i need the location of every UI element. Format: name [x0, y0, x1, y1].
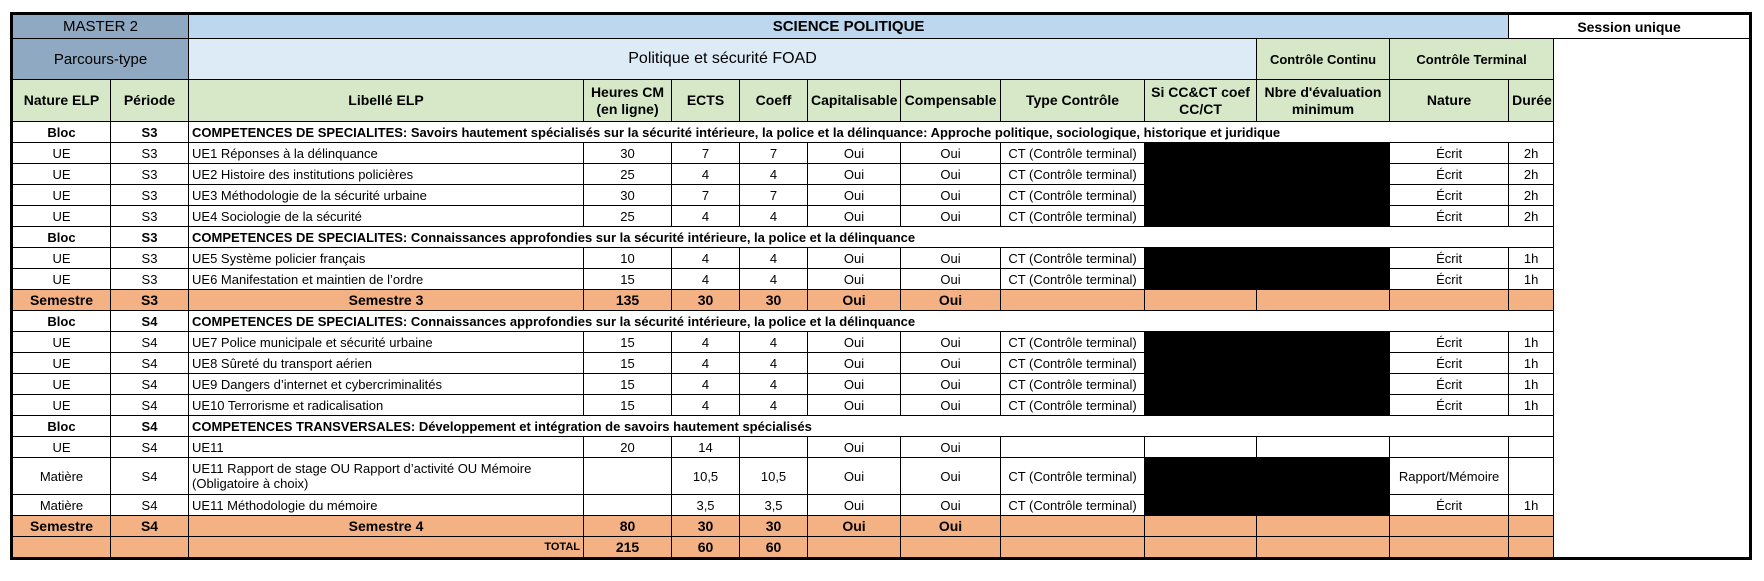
compensable-cell: Oui — [901, 143, 1001, 164]
table-row — [12, 395, 1751, 416]
duree-cell: 1h — [1509, 248, 1554, 269]
table-row — [12, 516, 1751, 537]
bloc-title: COMPETENCES DE SPECIALITES: Savoirs hautement spécialisés sur la sécurité intérieure, la police et la délinquance: Approche politique, sociologique, historique et juridique — [189, 122, 1554, 143]
periode-cell: S3 — [111, 269, 189, 290]
coeff-cell: 4 — [740, 269, 808, 290]
col-si-cc: Si CC&CT coef CC/CT — [1145, 80, 1257, 122]
libelle-cell: UE5 Système policier français — [189, 248, 584, 269]
redacted-block — [1145, 353, 1390, 374]
coeff-cell: 3,5 — [740, 495, 808, 516]
libelle-cell: UE11 — [189, 437, 584, 458]
redacted-block — [1145, 374, 1390, 395]
col-periode: Période — [111, 80, 189, 122]
duree-cell: 1h — [1509, 353, 1554, 374]
table-row — [12, 416, 1751, 437]
compensable-cell: Oui — [901, 395, 1001, 416]
nature-cell: Bloc — [12, 227, 111, 248]
nature-cell: Matière — [12, 495, 111, 516]
nature-cell: Semestre — [12, 290, 111, 311]
ects-cell: 14 — [672, 437, 740, 458]
compensable-cell: Oui — [901, 332, 1001, 353]
periode-cell: S4 — [111, 416, 189, 437]
empty-cell — [1509, 290, 1554, 311]
page-title: SCIENCE POLITIQUE — [189, 14, 1509, 39]
table-row — [12, 311, 1751, 332]
periode-cell: S4 — [111, 353, 189, 374]
table-row — [12, 227, 1751, 248]
capitalisable-cell: Oui — [808, 143, 901, 164]
duree-cell: 1h — [1509, 332, 1554, 353]
nature-ct-cell: Écrit — [1390, 332, 1509, 353]
type-controle-cell: CT (Contrôle terminal) — [1001, 374, 1145, 395]
redacted-block — [1145, 185, 1390, 206]
heures-cell: 25 — [584, 206, 672, 227]
compensable-cell: Oui — [901, 248, 1001, 269]
heures-cell: 135 — [584, 290, 672, 311]
semestre-label: Semestre 4 — [189, 516, 584, 537]
heures-cell — [584, 458, 672, 495]
coeff-cell: 30 — [740, 290, 808, 311]
coeff-cell: 10,5 — [740, 458, 808, 495]
periode-cell: S3 — [111, 185, 189, 206]
capitalisable-cell: Oui — [808, 185, 901, 206]
libelle-cell: UE4 Sociologie de la sécurité — [189, 206, 584, 227]
type-controle-cell: CT (Contrôle terminal) — [1001, 164, 1145, 185]
empty-cell — [1390, 537, 1509, 559]
duree-cell: 2h — [1509, 185, 1554, 206]
heures-cell: 15 — [584, 353, 672, 374]
total-heures: 215 — [584, 537, 672, 559]
periode-cell: S3 — [111, 227, 189, 248]
duree-cell: 2h — [1509, 143, 1554, 164]
coeff-cell: 7 — [740, 143, 808, 164]
nature-cell: UE — [12, 164, 111, 185]
periode-cell: S3 — [111, 143, 189, 164]
nature-cell: UE — [12, 374, 111, 395]
duree-cell — [1509, 458, 1554, 495]
heures-cell: 30 — [584, 185, 672, 206]
nature-ct-cell: Écrit — [1390, 248, 1509, 269]
empty-cell — [1509, 516, 1554, 537]
nature-cell: UE — [12, 269, 111, 290]
master-label: MASTER 2 — [12, 14, 189, 39]
libelle-cell: UE9 Dangers d’internet et cybercriminalités — [189, 374, 584, 395]
empty-cell — [1257, 290, 1390, 311]
ects-cell: 4 — [672, 206, 740, 227]
controle-continu-header: Contrôle Continu — [1257, 39, 1390, 80]
compensable-cell: Oui — [901, 437, 1001, 458]
coeff-cell: 4 — [740, 374, 808, 395]
type-controle-cell: CT (Contrôle terminal) — [1001, 269, 1145, 290]
nature-cell: Matière — [12, 458, 111, 495]
ects-cell: 30 — [672, 516, 740, 537]
table-row — [12, 290, 1751, 311]
empty-cell — [1001, 537, 1145, 559]
table-row — [12, 458, 1751, 495]
heures-cell: 15 — [584, 269, 672, 290]
empty-cell — [808, 537, 901, 559]
capitalisable-cell: Oui — [808, 353, 901, 374]
table-row — [12, 248, 1751, 269]
periode-cell: S4 — [111, 437, 189, 458]
nature-cell: UE — [12, 185, 111, 206]
heures-cell: 25 — [584, 164, 672, 185]
compensable-cell: Oui — [901, 164, 1001, 185]
nature-ct-cell: Écrit — [1390, 269, 1509, 290]
col-compensable: Compensable — [901, 80, 1001, 122]
empty-cell — [1390, 290, 1509, 311]
compensable-cell: Oui — [901, 185, 1001, 206]
libelle-cell: UE1 Réponses à la délinquance — [189, 143, 584, 164]
nature-cell: Bloc — [12, 416, 111, 437]
periode-cell: S4 — [111, 495, 189, 516]
empty-cell — [1001, 516, 1145, 537]
parcours-label: Parcours-type — [12, 39, 189, 80]
nature-cell: UE — [12, 143, 111, 164]
heures-cell: 30 — [584, 143, 672, 164]
periode-cell: S4 — [111, 395, 189, 416]
libelle-cell: UE2 Histoire des institutions policières — [189, 164, 584, 185]
heures-cell — [584, 495, 672, 516]
semestre-label: Semestre 3 — [189, 290, 584, 311]
compensable-cell: Oui — [901, 374, 1001, 395]
total-ects: 60 — [672, 537, 740, 559]
heures-cell: 20 — [584, 437, 672, 458]
table-row — [12, 122, 1751, 143]
ects-cell: 4 — [672, 332, 740, 353]
type-controle-cell: CT (Contrôle terminal) — [1001, 185, 1145, 206]
compensable-cell: Oui — [901, 290, 1001, 311]
nature-cell: UE — [12, 332, 111, 353]
col-nature: Nature ELP — [12, 80, 111, 122]
ects-cell: 4 — [672, 353, 740, 374]
empty-cell — [111, 537, 189, 559]
periode-cell: S3 — [111, 206, 189, 227]
col-nature-ct: Nature — [1390, 80, 1509, 122]
empty-cell — [12, 537, 111, 559]
empty-cell — [1145, 290, 1257, 311]
libelle-cell: UE7 Police municipale et sécurité urbaine — [189, 332, 584, 353]
empty-cell — [1390, 516, 1509, 537]
coeff-cell: 4 — [740, 395, 808, 416]
col-duree: Durée — [1509, 80, 1554, 122]
redacted-block — [1145, 332, 1390, 353]
table-row — [12, 185, 1751, 206]
col-type: Type Contrôle — [1001, 80, 1145, 122]
libelle-cell: UE11 Rapport de stage OU Rapport d’activité OU Mémoire (Obligatoire à choix) — [189, 458, 584, 495]
table-row — [12, 437, 1751, 458]
capitalisable-cell: Oui — [808, 437, 901, 458]
parcours-value: Politique et sécurité FOAD — [189, 39, 1257, 80]
ects-cell: 4 — [672, 374, 740, 395]
compensable-cell: Oui — [901, 269, 1001, 290]
capitalisable-cell: Oui — [808, 269, 901, 290]
duree-cell: 1h — [1509, 374, 1554, 395]
coeff-cell: 4 — [740, 332, 808, 353]
redacted-block — [1145, 395, 1390, 416]
coeff-cell: 4 — [740, 206, 808, 227]
table-row — [12, 495, 1751, 516]
coeff-cell: 30 — [740, 516, 808, 537]
libelle-cell: UE3 Méthodologie de la sécurité urbaine — [189, 185, 584, 206]
periode-cell: S3 — [111, 290, 189, 311]
bloc-title: COMPETENCES TRANSVERSALES: Développement et intégration de savoirs hautement spécialisés — [189, 416, 1554, 437]
empty-cell — [1257, 537, 1390, 559]
duree-cell: 1h — [1509, 495, 1554, 516]
heures-cell: 80 — [584, 516, 672, 537]
redacted-block — [1145, 248, 1390, 269]
capitalisable-cell: Oui — [808, 332, 901, 353]
ects-cell: 4 — [672, 269, 740, 290]
nature-ct-cell: Écrit — [1390, 206, 1509, 227]
empty-cell — [901, 537, 1001, 559]
nature-ct-cell: Écrit — [1390, 374, 1509, 395]
periode-cell: S4 — [111, 458, 189, 495]
controle-terminal-header: Contrôle Terminal — [1390, 39, 1554, 80]
empty-cell — [1145, 537, 1257, 559]
duree-cell: 2h — [1509, 164, 1554, 185]
session-label: Session unique — [1509, 14, 1751, 39]
type-controle-cell — [1001, 437, 1145, 458]
capitalisable-cell: Oui — [808, 290, 901, 311]
heures-cell: 15 — [584, 332, 672, 353]
compensable-cell: Oui — [901, 516, 1001, 537]
nature-ct-cell: Écrit — [1390, 185, 1509, 206]
heures-cell: 15 — [584, 395, 672, 416]
col-ects: ECTS — [672, 80, 740, 122]
duree-cell: 1h — [1509, 395, 1554, 416]
table-row — [12, 374, 1751, 395]
col-nbre-eval: Nbre d'évaluation minimum — [1257, 80, 1390, 122]
nature-cell: UE — [12, 206, 111, 227]
heures-cell: 10 — [584, 248, 672, 269]
table-row — [12, 353, 1751, 374]
coeff-cell — [740, 437, 808, 458]
periode-cell: S4 — [111, 332, 189, 353]
bloc-title: COMPETENCES DE SPECIALITES: Connaissances approfondies sur la sécurité intérieure, la police et la délinquance — [189, 311, 1554, 332]
nature-ct-cell: Écrit — [1390, 395, 1509, 416]
ects-cell: 3,5 — [672, 495, 740, 516]
nature-ct-cell: Écrit — [1390, 164, 1509, 185]
empty-cell — [1145, 516, 1257, 537]
duree-cell: 2h — [1509, 206, 1554, 227]
empty-cell — [1257, 516, 1390, 537]
type-controle-cell: CT (Contrôle terminal) — [1001, 353, 1145, 374]
col-capitalisable: Capitalisable — [808, 80, 901, 122]
compensable-cell: Oui — [901, 206, 1001, 227]
type-controle-cell: CT (Contrôle terminal) — [1001, 458, 1145, 495]
redacted-block — [1145, 164, 1390, 185]
nature-ct-cell: Écrit — [1390, 353, 1509, 374]
nature-cell: UE — [12, 395, 111, 416]
table-row — [12, 269, 1751, 290]
type-controle-cell: CT (Contrôle terminal) — [1001, 332, 1145, 353]
capitalisable-cell: Oui — [808, 164, 901, 185]
capitalisable-cell: Oui — [808, 495, 901, 516]
ects-cell: 4 — [672, 248, 740, 269]
type-controle-cell: CT (Contrôle terminal) — [1001, 248, 1145, 269]
type-controle-cell: CT (Contrôle terminal) — [1001, 206, 1145, 227]
capitalisable-cell: Oui — [808, 374, 901, 395]
capitalisable-cell: Oui — [808, 248, 901, 269]
capitalisable-cell: Oui — [808, 395, 901, 416]
type-controle-cell: CT (Contrôle terminal) — [1001, 143, 1145, 164]
mcc-table — [10, 12, 1752, 560]
periode-cell: S3 — [111, 122, 189, 143]
compensable-cell: Oui — [901, 458, 1001, 495]
capitalisable-cell: Oui — [808, 516, 901, 537]
capitalisable-cell: Oui — [808, 458, 901, 495]
capitalisable-cell: Oui — [808, 206, 901, 227]
ects-cell: 4 — [672, 395, 740, 416]
col-coeff: Coeff — [740, 80, 808, 122]
col-heures: Heures CM (en ligne) — [584, 80, 672, 122]
nature-ct-cell: Rapport/Mémoire — [1390, 458, 1509, 495]
duree-cell — [1509, 437, 1554, 458]
ects-cell: 7 — [672, 185, 740, 206]
nature-cell: UE — [12, 248, 111, 269]
ects-cell: 30 — [672, 290, 740, 311]
redacted-block — [1145, 495, 1390, 516]
duree-cell: 1h — [1509, 269, 1554, 290]
nature-ct-cell: Écrit — [1390, 495, 1509, 516]
empty-cell — [1257, 437, 1390, 458]
periode-cell: S4 — [111, 516, 189, 537]
nature-ct-cell: Écrit — [1390, 143, 1509, 164]
coeff-cell: 4 — [740, 248, 808, 269]
nature-cell: Semestre — [12, 516, 111, 537]
periode-cell: S3 — [111, 248, 189, 269]
libelle-cell: UE6 Manifestation et maintien de l’ordre — [189, 269, 584, 290]
table-row — [12, 332, 1751, 353]
redacted-block — [1145, 269, 1390, 290]
nature-cell: UE — [12, 353, 111, 374]
table-row — [12, 206, 1751, 227]
libelle-cell: UE11 Méthodologie du mémoire — [189, 495, 584, 516]
col-libelle: Libellé ELP — [189, 80, 584, 122]
coeff-cell: 7 — [740, 185, 808, 206]
empty-cell — [1509, 537, 1554, 559]
libelle-cell: UE10 Terrorisme et radicalisation — [189, 395, 584, 416]
nature-cell: Bloc — [12, 311, 111, 332]
empty-cell — [1001, 290, 1145, 311]
libelle-cell: UE8 Sûreté du transport aérien — [189, 353, 584, 374]
table-row — [12, 537, 1751, 559]
periode-cell: S4 — [111, 311, 189, 332]
heures-cell: 15 — [584, 374, 672, 395]
coeff-cell: 4 — [740, 164, 808, 185]
nature-cell: Bloc — [12, 122, 111, 143]
bloc-title: COMPETENCES DE SPECIALITES: Connaissances approfondies sur la sécurité intérieure, la police et la délinquance — [189, 227, 1554, 248]
ects-cell: 10,5 — [672, 458, 740, 495]
nature-ct-cell — [1390, 437, 1509, 458]
total-coeff: 60 — [740, 537, 808, 559]
redacted-block — [1145, 458, 1390, 495]
periode-cell: S3 — [111, 164, 189, 185]
compensable-cell: Oui — [901, 495, 1001, 516]
redacted-block — [1145, 206, 1390, 227]
type-controle-cell: CT (Contrôle terminal) — [1001, 395, 1145, 416]
ects-cell: 4 — [672, 164, 740, 185]
table-row — [12, 164, 1751, 185]
redacted-block — [1145, 143, 1390, 164]
coeff-cell: 4 — [740, 353, 808, 374]
empty-cell — [1145, 437, 1257, 458]
compensable-cell: Oui — [901, 353, 1001, 374]
ects-cell: 7 — [672, 143, 740, 164]
table-row — [12, 143, 1751, 164]
nature-cell: UE — [12, 437, 111, 458]
type-controle-cell: CT (Contrôle terminal) — [1001, 495, 1145, 516]
total-label: TOTAL — [189, 537, 584, 559]
periode-cell: S4 — [111, 374, 189, 395]
